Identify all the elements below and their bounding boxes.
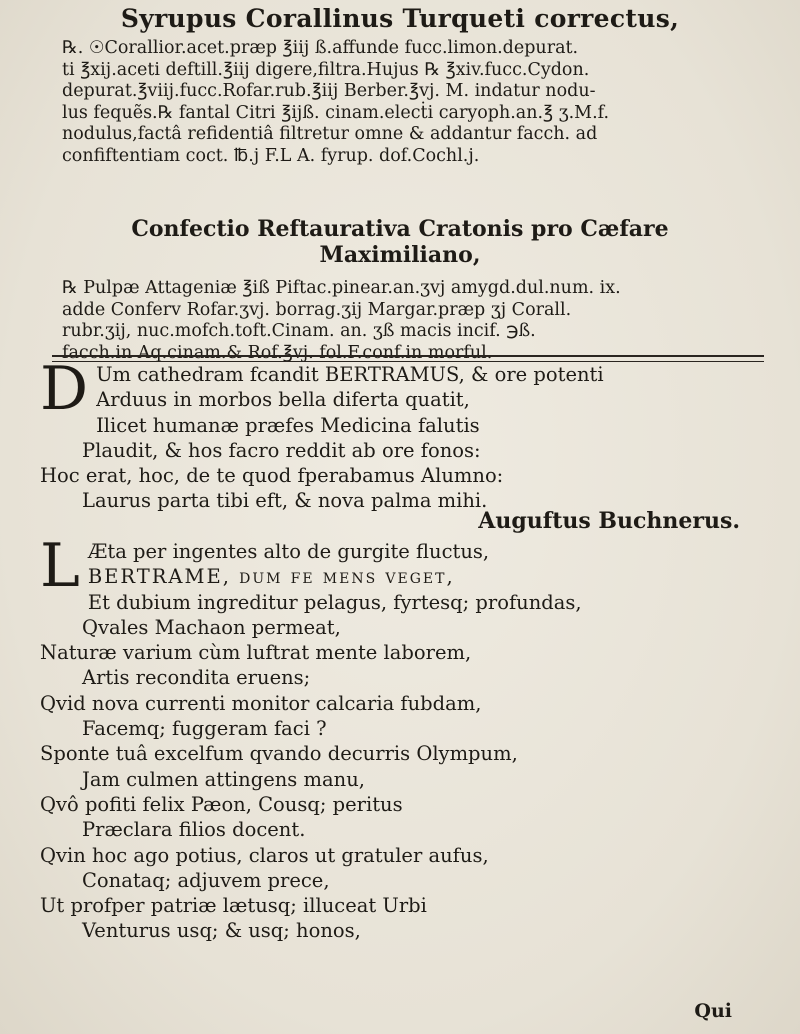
recipe-title: Syrupus Corallinus Turqueti correctus,	[120, 4, 680, 33]
poem-line: Ilicet humanæ præfes Medicina falutis	[96, 413, 480, 437]
poem-line: Qvô pofiti felix Pæon, Cousq; peritus	[40, 792, 403, 816]
poem-line: Um cathedram fcandit BERTRAMUS, & ore potenti	[96, 363, 604, 386]
poem-line: BERTRAME, dum fe mens veget,	[87, 565, 455, 589]
recipe-line: lus fequẽs.℞ fantal Citri ℥ijß. cinam.elecṫi caryoph.an.℥ ʒ.M.f.	[62, 102, 610, 123]
poem-first	[40, 354, 760, 514]
poem-line: Arduus in morbos bella diferta quatit,	[96, 388, 470, 412]
poem-line: Qvin hoc ago potius, claros ut gratuler aufus,	[40, 843, 489, 867]
confection-line: adde Conferv Rofar.ʒvj. borrag.ʒij Margar.præp ʒj Corall.	[62, 299, 572, 320]
recipe-line: ℞. ☉Corallior.acet.præp ℥iij ß.affunde fucc.limon.depurat.	[62, 38, 579, 58]
catchword: Qui	[694, 1000, 732, 1022]
poem-line: Ut profper patriæ lætusq; illuceat Urbi	[40, 894, 427, 918]
poem-line: Æta per ingentes alto de gurgite fluctus,	[87, 540, 490, 563]
recipe-line: ti ℥xij.aceti deftill.℥iij digere,filtra.Hujus ℞ ℥xiv.fucc.Cydon.	[62, 59, 590, 80]
drop-cap: L	[40, 531, 80, 601]
poem-line: Artis recondita eruens;	[82, 666, 311, 690]
recipe-line: nodulus,factâ refidentiâ filtretur omne & addantur facch. ad	[62, 124, 598, 144]
recipe-line: depurat.℥viij.fucc.Rofar.rub.℥iij Berber.℥vj. M. indatur nodu-	[62, 81, 596, 101]
poem-second	[40, 531, 760, 944]
poem-line: Naturæ varium cùm luftrat mente laborem,	[40, 641, 472, 665]
recipe-body	[62, 38, 762, 167]
poem-line: Qvales Machaon permeat,	[82, 615, 341, 639]
poem-line: Laurus parta tibi eft, & nova palma mihi.	[82, 489, 488, 513]
poem-line: Venturus usq; & usq; honos,	[82, 919, 361, 943]
confection-line: rubr.ʒij, nuc.mofch.toft.Cinam. an. ʒß macis incif. ℈ß.	[62, 321, 536, 341]
poem-author: Auguftus Buchnerus.	[478, 508, 740, 534]
confection-title-line: Confectio Reftaurativa Cratonis pro Cæfare	[131, 216, 669, 242]
confection-title-line: Maximiliano,	[319, 242, 481, 268]
poem-line: Sponte tuâ excelfum qvando decurris Olympum,	[40, 742, 518, 766]
poem-line: Conataq; adjuvem prece,	[82, 868, 330, 892]
poem-line: Et dubium ingreditur pelagus, fyrtesq; profundas,	[87, 590, 582, 614]
poem-line: Hoc erat, hoc, de te quod fperabamus Alumno:	[40, 464, 504, 488]
confection-line: ℞ Pulpæ Attageniæ ℥iß Piftac.pinear.an.ʒvj amygd.dul.num. ix.	[62, 278, 621, 298]
section-divider	[52, 355, 764, 362]
poem-line: Qvid nova currenti monitor calcaria fubdam,	[40, 691, 482, 715]
confection-line: facch.in Aq.cinam.& Rof.℥vj. fol.F.conf.in morful.	[62, 342, 493, 363]
poem-line: Plaudit, & hos facro reddit ab ore fonos:	[82, 438, 481, 462]
poem-line: Facemq; fuggeram faci ?	[82, 717, 327, 741]
recipe-line: confiftentiam coct. ℔.j F.L A. fyrup. dof.Cochl.j.	[62, 145, 480, 166]
drop-cap: D	[40, 354, 89, 424]
confection-title	[0, 216, 800, 268]
poem-line: Præclara filios docent.	[82, 818, 306, 842]
confection-body	[62, 278, 762, 364]
poem-line: Jam culmen attingens manu,	[82, 767, 365, 791]
